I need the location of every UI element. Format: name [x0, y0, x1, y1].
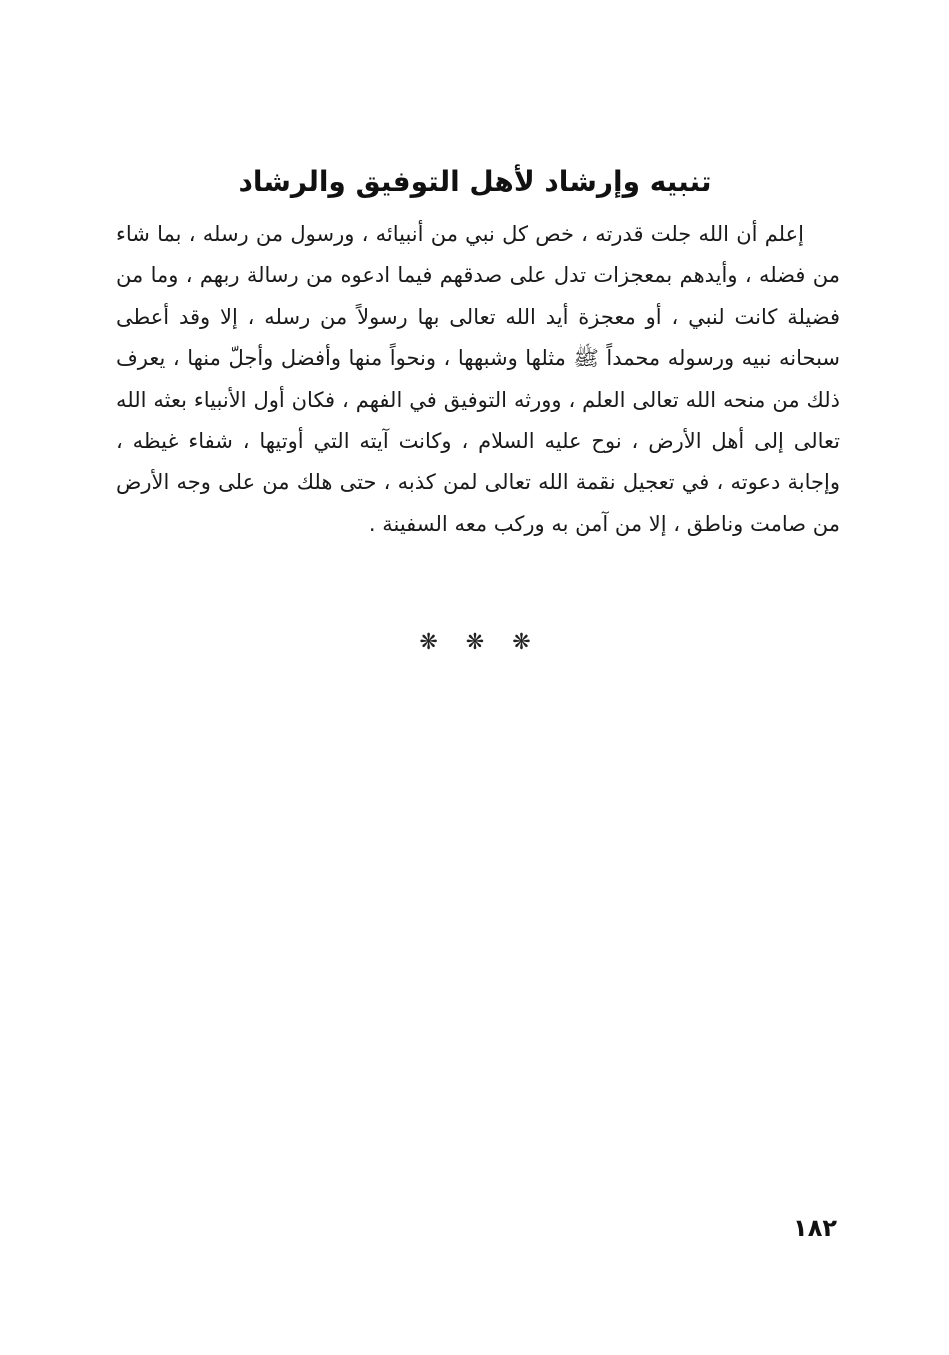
- body-text: [116, 214, 840, 545]
- paragraph: إعلم أن الله جلت قدرته ، خص كل نبي من أنبيائه ، ورسول من رسله ، بما شاء من فضله ، وأيدهم بمعجزات تدل على صدقهم فيما ادعوه من رسالة ربهم ، وما من فضيلة كانت لنبي ، أو معجزة أيد الله تعالى بها رسولاً من رسله ، إلا وقد أعطى سبحانه نبيه ورسوله محمداً ﷺ مثلها وشبهها ، ونحواً منها وأفضل وأجلّ منها ، يعرف ذلك من منحه الله تعالى العلم ، وورثه التوفيق في الفهم ، فكان أول الأنبياء بعثه الله تعالى إلى أهل الأرض ، نوح عليه السلام ، وكانت آيته التي أوتيها ، شفاء غيظه ، وإجابة دعوته ، في تعجيل نقمة الله تعالى لمن كذبه ، حتى هلك من على وجه الأرض من صامت وناطق ، إلا من آمن به وركب معه السفينة .: [116, 222, 840, 536]
- section-title: تنبيه وإرشاد لأهل التوفيق والرشاد: [238, 165, 712, 198]
- asterism-icon: ❋: [465, 630, 485, 655]
- section-separator: [380, 630, 570, 655]
- page-number: ١٨٢: [793, 1214, 837, 1242]
- asterism-icon: ❋: [512, 630, 531, 655]
- asterism-icon: ❋: [419, 630, 438, 655]
